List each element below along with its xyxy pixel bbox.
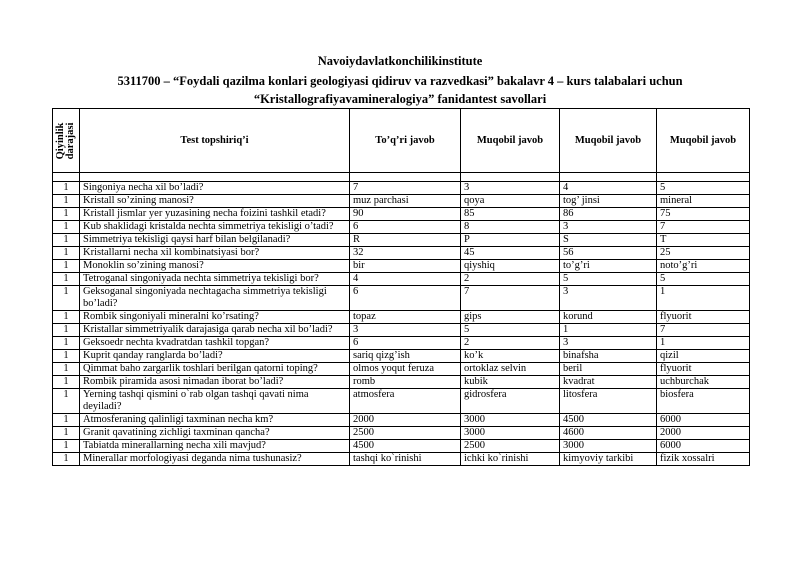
alt-answer-2-cell: kimyoviy tarkibi [560, 453, 657, 466]
alt-answer-3-cell: T [657, 234, 750, 247]
alt-answer-3-cell: flyuorit [657, 311, 750, 324]
alt-answer-3-cell: flyuorit [657, 363, 750, 376]
level-cell: 1 [53, 324, 80, 337]
alt-answer-1-cell: ko’k [461, 350, 560, 363]
correct-answer-cell: topaz [350, 311, 461, 324]
alt-answer-1-cell: gips [461, 311, 560, 324]
alt-answer-1-cell: 3000 [461, 427, 560, 440]
question-cell: Kuprit qanday ranglarda bo’ladi? [80, 350, 350, 363]
table-row [53, 440, 750, 453]
test-questions-table [52, 108, 750, 466]
alt-answer-1-cell: qiyshiq [461, 260, 560, 273]
correct-answer-cell: 32 [350, 247, 461, 260]
level-cell: 1 [53, 182, 80, 195]
table-row [53, 182, 750, 195]
task-column-header: Test topshiriq’i [80, 109, 350, 173]
alt-answer-1-cell: 3 [461, 182, 560, 195]
alt-answer-3-cell: 5 [657, 273, 750, 286]
correct-answer-cell: 4500 [350, 440, 461, 453]
table-row [53, 221, 750, 234]
alt-answer-2-cell: kvadrat [560, 376, 657, 389]
table-row [53, 273, 750, 286]
correct-answer-cell: 7 [350, 182, 461, 195]
correct-answer-cell: sariq qizg’ish [350, 350, 461, 363]
table-row [53, 414, 750, 427]
correct-answer-cell: 6 [350, 221, 461, 234]
question-cell: Monoklin so’zining manosi? [80, 260, 350, 273]
alt-answer-1-cell: gidrosfera [461, 389, 560, 414]
question-cell: Rombik singoniyali mineralni ko’rsating? [80, 311, 350, 324]
alt-answer-2-cell: to’g’ri [560, 260, 657, 273]
correct-answer-cell: R [350, 234, 461, 247]
level-header-line2: darajasi [65, 122, 76, 159]
spacer-row [53, 173, 750, 182]
alt-answer-2-cell: litosfera [560, 389, 657, 414]
course-subtitle: 5311700 – “Foydali qazilma konlari geologiyasi qidiruv va razvedkasi” bakalavr 4 – kurs talabalari uchun [117, 74, 683, 88]
alt-answer-1-cell: 85 [461, 208, 560, 221]
alt-answer-3-cell: 5 [657, 182, 750, 195]
alt-answer-3-cell: uchburchak [657, 376, 750, 389]
correct-answer-cell: 3 [350, 324, 461, 337]
alt-answer-3-cell: 2000 [657, 427, 750, 440]
question-cell: Qimmat baho zargarlik toshlari berilgan qatorni toping? [80, 363, 350, 376]
alt-answer-3-cell: 1 [657, 337, 750, 350]
table-row [53, 363, 750, 376]
level-cell: 1 [53, 208, 80, 221]
question-cell: Rombik piramida asosi nimadan iborat bo’ladi? [80, 376, 350, 389]
alt-answer-1-cell: qoya [461, 195, 560, 208]
alt-answer-1-cell: ortoklaz selvin [461, 363, 560, 376]
table-row [53, 208, 750, 221]
level-cell: 1 [53, 376, 80, 389]
question-cell: Kristall jismlar yer yuzasining necha foizini tashkil etadi? [80, 208, 350, 221]
alt-answer-2-column-header: Muqobil javob [560, 109, 657, 173]
alt-answer-2-cell: 56 [560, 247, 657, 260]
alt-answer-1-cell: 2 [461, 337, 560, 350]
level-cell: 1 [53, 286, 80, 311]
alt-answer-2-cell: 86 [560, 208, 657, 221]
table-header-row [53, 109, 750, 173]
alt-answer-3-column-header: Muqobil javob [657, 109, 750, 173]
question-cell: Singoniya necha xil bo’ladi? [80, 182, 350, 195]
alt-answer-1-column-header: Muqobil javob [461, 109, 560, 173]
alt-answer-1-cell: 2 [461, 273, 560, 286]
alt-answer-1-cell: P [461, 234, 560, 247]
question-cell: Geksoedr nechta kvadratdan tashkil topgan? [80, 337, 350, 350]
level-cell: 1 [53, 273, 80, 286]
table-row [53, 427, 750, 440]
alt-answer-1-cell: 5 [461, 324, 560, 337]
correct-answer-cell: 6 [350, 337, 461, 350]
table-row [53, 350, 750, 363]
correct-answer-cell: atmosfera [350, 389, 461, 414]
level-cell: 1 [53, 363, 80, 376]
correct-answer-cell: muz parchasi [350, 195, 461, 208]
level-column-header [53, 109, 80, 173]
question-cell: Tetroganal singoniyada nechta simmetriya tekisligi bor? [80, 273, 350, 286]
subject-title: “Kristallografiyavamineralogiya” fanidantest savollari [253, 92, 547, 106]
correct-answer-cell: romb [350, 376, 461, 389]
question-cell: Kub shaklidagi kristalda nechta simmetriya tekisligi o’tadi? [80, 221, 350, 234]
question-cell: Atmosferaning qalinligi taxminan necha km? [80, 414, 350, 427]
alt-answer-3-cell: mineral [657, 195, 750, 208]
question-cell: Kristallar simmetriyalik darajasiga qarab necha xil bo’ladi? [80, 324, 350, 337]
table-row [53, 324, 750, 337]
alt-answer-2-cell: S [560, 234, 657, 247]
alt-answer-1-cell: 45 [461, 247, 560, 260]
alt-answer-1-cell: kubik [461, 376, 560, 389]
alt-answer-3-cell: 75 [657, 208, 750, 221]
question-cell: Simmetriya tekisligi qaysi harf bilan belgilanadi? [80, 234, 350, 247]
alt-answer-3-cell: 7 [657, 324, 750, 337]
alt-answer-2-cell: 3 [560, 221, 657, 234]
question-cell: Granit qavatining zichligi taxminan qancha? [80, 427, 350, 440]
alt-answer-1-cell: 8 [461, 221, 560, 234]
correct-answer-cell: 4 [350, 273, 461, 286]
alt-answer-2-cell: 4 [560, 182, 657, 195]
alt-answer-1-cell: ichki ko`rinishi [461, 453, 560, 466]
correct-answer-cell: 2000 [350, 414, 461, 427]
table-row [53, 195, 750, 208]
table-row [53, 311, 750, 324]
correct-answer-cell: 2500 [350, 427, 461, 440]
correct-answer-cell: bir [350, 260, 461, 273]
level-cell: 1 [53, 195, 80, 208]
alt-answer-3-cell: 6000 [657, 440, 750, 453]
correct-answer-column-header: To’q’ri javob [350, 109, 461, 173]
alt-answer-2-cell: tog’ jinsi [560, 195, 657, 208]
level-cell: 1 [53, 234, 80, 247]
table-row [53, 376, 750, 389]
question-cell: Kristall so’zining manosi? [80, 195, 350, 208]
alt-answer-1-cell: 2500 [461, 440, 560, 453]
question-cell: Yerning tashqi qismini o`rab olgan tashqi qavati nima deyiladi? [80, 389, 350, 414]
correct-answer-cell: 90 [350, 208, 461, 221]
alt-answer-2-cell: 1 [560, 324, 657, 337]
table-row [53, 247, 750, 260]
level-cell: 1 [53, 389, 80, 414]
table-row [53, 337, 750, 350]
alt-answer-2-cell: 3 [560, 337, 657, 350]
alt-answer-2-cell: 3000 [560, 440, 657, 453]
level-cell: 1 [53, 221, 80, 234]
alt-answer-3-cell: noto’g’ri [657, 260, 750, 273]
alt-answer-3-cell: fizik xossalri [657, 453, 750, 466]
alt-answer-2-cell: 4500 [560, 414, 657, 427]
question-cell: Geksoganal singoniyada nechtagacha simmetriya tekisligi bo’ladi? [80, 286, 350, 311]
level-cell: 1 [53, 414, 80, 427]
alt-answer-1-cell: 3000 [461, 414, 560, 427]
alt-answer-2-cell: 5 [560, 273, 657, 286]
level-cell: 1 [53, 247, 80, 260]
level-cell: 1 [53, 350, 80, 363]
correct-answer-cell: 6 [350, 286, 461, 311]
institute-title: Navoiydavlatkonchilikinstitute [317, 54, 483, 68]
level-cell: 1 [53, 311, 80, 324]
alt-answer-3-cell: 7 [657, 221, 750, 234]
alt-answer-3-cell: biosfera [657, 389, 750, 414]
alt-answer-2-cell: beril [560, 363, 657, 376]
alt-answer-3-cell: 25 [657, 247, 750, 260]
correct-answer-cell: tashqi ko`rinishi [350, 453, 461, 466]
level-cell: 1 [53, 260, 80, 273]
level-cell: 1 [53, 427, 80, 440]
alt-answer-1-cell: 7 [461, 286, 560, 311]
question-cell: Minerallar morfologiyasi deganda nima tushunasiz? [80, 453, 350, 466]
table-row [53, 260, 750, 273]
level-header-line1: Qiyinlik [55, 122, 66, 159]
correct-answer-cell: olmos yoqut feruza [350, 363, 461, 376]
alt-answer-3-cell: qizil [657, 350, 750, 363]
alt-answer-2-cell: binafsha [560, 350, 657, 363]
table-row [53, 286, 750, 311]
alt-answer-3-cell: 1 [657, 286, 750, 311]
level-cell: 1 [53, 440, 80, 453]
table-row [53, 234, 750, 247]
alt-answer-2-cell: 3 [560, 286, 657, 311]
table-row [53, 453, 750, 466]
question-cell: Tabiatda minerallarning necha xili mavjud? [80, 440, 350, 453]
level-cell: 1 [53, 453, 80, 466]
level-cell: 1 [53, 337, 80, 350]
table-row [53, 389, 750, 414]
alt-answer-2-cell: 4600 [560, 427, 657, 440]
question-cell: Kristallarni necha xil kombinatsiyasi bor? [80, 247, 350, 260]
alt-answer-2-cell: korund [560, 311, 657, 324]
alt-answer-3-cell: 6000 [657, 414, 750, 427]
